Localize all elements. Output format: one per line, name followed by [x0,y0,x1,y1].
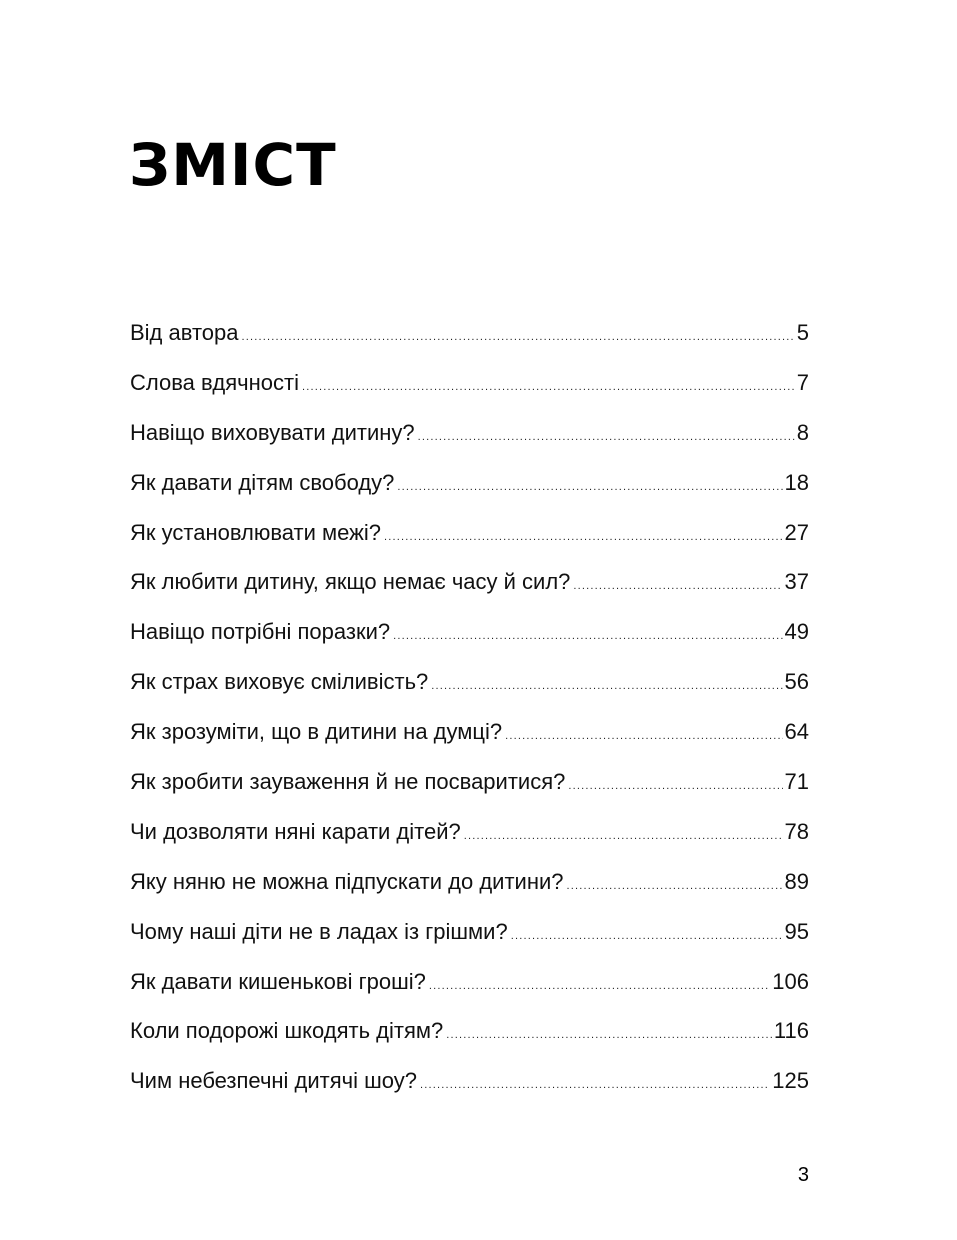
toc-entry-title: Чому наші діти не в ладах із грішми? [130,918,508,944]
dot-leader [446,1015,772,1055]
dot-leader [420,1065,770,1105]
table-of-contents [130,313,809,1111]
page-number: 3 [797,1164,809,1186]
dot-leader [302,367,795,407]
toc-entry-page: 125 [772,1068,809,1094]
toc-entry-page: 18 [784,469,809,495]
dot-leader [573,566,782,606]
toc-entry-title: Слова вдячності [130,369,299,395]
toc-entry-page: 95 [784,918,809,944]
toc-entry-title: Як зрозуміти, що в дитини на думці? [130,719,503,745]
toc-entry-title: Як любити дитину, якщо немає часу й сил? [130,569,571,595]
toc-entry-title: Навіщо виховувати дитину? [130,419,415,445]
toc-entry-page: 116 [773,1018,809,1044]
toc-entry-title: Чим небезпечні дитячі шоу? [130,1068,417,1094]
dot-leader [511,916,783,956]
toc-entry[interactable] [130,712,809,762]
toc-entry[interactable] [130,562,809,612]
toc-entry[interactable] [130,912,809,962]
toc-entry-title: Як зробити зауваження й не посваритися? [130,769,566,795]
page-title: ЗМІСТ [129,131,337,199]
toc-entry-title: Яку няню не можна підпускати до дитини? [130,868,564,894]
dot-leader [567,866,783,906]
toc-entry[interactable] [130,812,809,862]
toc-entry-title: Чи дозволяти няні карати дітей? [130,818,461,844]
toc-entry[interactable] [130,463,809,513]
toc-entry-page: 37 [784,569,809,595]
dot-leader [429,966,770,1006]
toc-entry-title: Як страх виховує сміливість? [130,669,429,695]
dot-leader [397,467,782,507]
toc-entry-title: Від автора [130,320,239,345]
toc-entry-page: 56 [784,669,809,695]
toc-entry[interactable] [130,862,809,912]
toc-entry-title: Як давати дітям свободу? [130,469,395,495]
toc-entry[interactable] [130,962,809,1012]
toc-entry-page: 5 [796,320,809,345]
toc-entry[interactable] [130,612,809,662]
toc-entry-page: 64 [784,719,809,745]
dot-leader [568,766,782,806]
toc-entry[interactable] [130,762,809,812]
toc-entry[interactable] [130,363,809,413]
toc-entry-page: 49 [784,619,809,645]
toc-entry[interactable] [130,513,809,563]
toc-entry-title: Як установлювати межі? [130,519,381,545]
toc-entry-page: 89 [784,868,809,894]
toc-entry-title: Навіщо потрібні поразки? [130,619,391,645]
dot-leader [418,417,795,457]
toc-entry-page: 27 [784,519,809,545]
toc-entry-page: 8 [796,419,809,445]
toc-entry[interactable] [130,1011,809,1061]
toc-entry-title: Коли подорожі шкодять дітям? [130,1018,444,1044]
dot-leader [384,517,783,557]
toc-entry[interactable] [130,1061,809,1111]
toc-entry-page: 106 [772,968,809,994]
dot-leader [242,317,795,357]
toc-entry-page: 78 [784,818,809,844]
toc-entry[interactable] [130,413,809,463]
dot-leader [505,716,782,756]
dot-leader [464,816,783,856]
toc-entry[interactable] [130,662,809,712]
toc-entry[interactable] [130,313,809,363]
dot-leader [431,666,782,706]
toc-entry-page: 71 [784,769,809,795]
dot-leader [393,616,782,656]
toc-entry-page: 7 [796,369,809,395]
toc-entry-title: Як давати кишенькові гроші? [130,968,426,994]
